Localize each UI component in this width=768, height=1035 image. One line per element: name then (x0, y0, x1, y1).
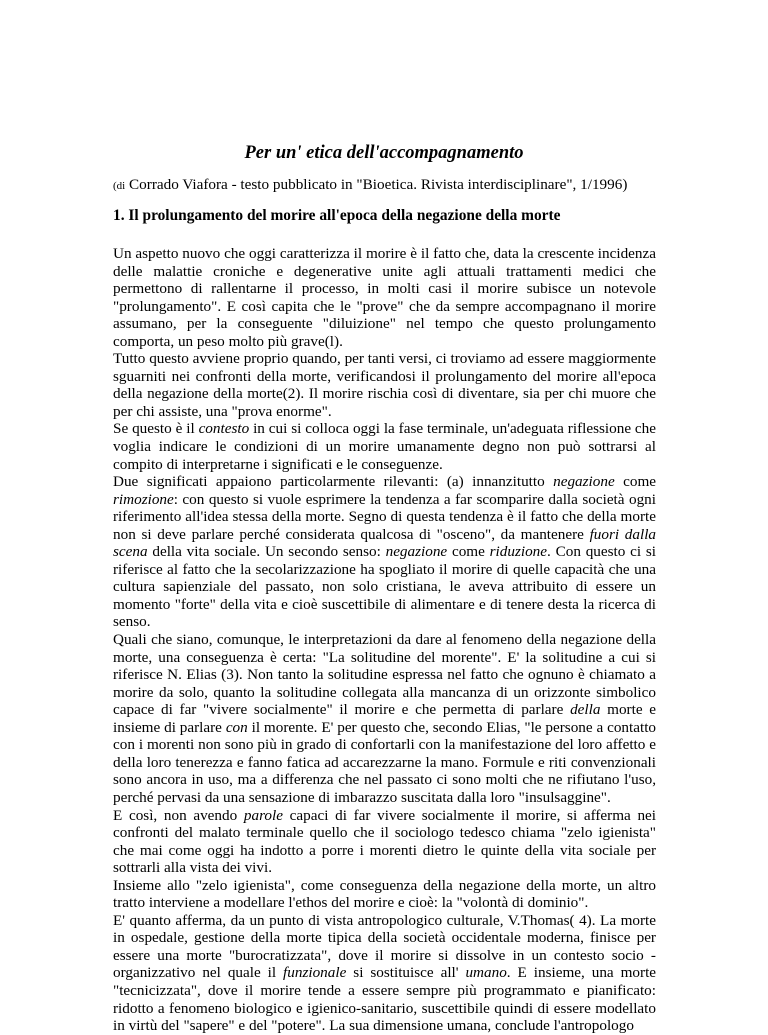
paragraph-8 (113, 912, 656, 1035)
body-text (113, 245, 656, 1035)
emphasis: negazione (553, 473, 615, 491)
text-run: E così, non avendo (113, 806, 238, 824)
emphasis: rimozione (113, 490, 174, 508)
emphasis: umano (465, 964, 507, 982)
text-run: della vita sociale. Un secondo senso: (152, 543, 381, 561)
paragraph-2: Tutto questo avviene proprio quando, per tanti versi, ci troviamo ad essere maggiormente sguarniti nei confronti della morte, verificandosi il prolungamento del morire all'epoca della negazione della morte(2). Il morire rischia così di diventare, sia per chi muore che per chi assiste, una "prova enorme". (113, 350, 656, 420)
text-run: in cui si colloca oggi la fase terminale, un'adeguata riflessione che voglia indicare le condizioni di un morire umanamente degno non può sottrarsi al compito di interpretarne i significati e le conseguenze. (113, 420, 657, 473)
text-run: Quali che siano, comunque, le interpretazioni da dare al fenomeno della negazione della morte, una conseguenza è certa: "La solitudine del morente". E' la solitudine a cui si riferisce N. Elias (3). Non tanto la solitudine espressa nel fatto che ognuno è chiamato a morire da solo, quanto la solitudine collegata alla mancanza di un orizzonte simbolico capace di far "vivere socialmente" il morire e che permetta di parlare (113, 631, 656, 719)
text-run: : con questo si vuole esprimere la tendenza a far scomparire dalla società ogni riferimento all'idea stessa della morte. Segno di questa tendenza è il fatto che della morte non si deve parlare perché considerata qualcosa di "osceno", da mantenere (113, 490, 656, 543)
text-run: il morente. E' per questo che, secondo Elias, "le persone a contatto con i morenti non sono più in grado di confortarli con la manifestazione del loro affetto e della loro tenerezza e fanno fatica ad accarezzarne la mano. Formule e riti convenzionali sono ancora in uso, ma a differenza che nel passato ci sono molti che ne rifiutano l'uso, perché pervasi da una sensazione di imbarazzo suscitata dalla loro "insulsaggine". (113, 718, 657, 806)
emphasis: riduzione (489, 543, 548, 561)
emphasis: fuori dalla scena (113, 525, 657, 561)
text-run: Due significati appaiono particolarmente rilevanti: (a) innanzitutto (113, 473, 545, 491)
emphasis: negazione (385, 543, 448, 561)
text-run: morte e insieme di parlare (113, 701, 657, 736)
byline-text: Corrado Viafora - testo pubblicato in "Bioetica. Rivista interdisciplinare", 1/1996) (129, 176, 628, 193)
paragraph-4 (113, 473, 656, 631)
paragraph-7: Insieme allo "zelo igienista", come conseguenza della negazione della morte, un altro tratto interviene a modellare l'ethos del morire e cioè: la "volontà di dominio". (113, 876, 656, 912)
byline (113, 176, 627, 195)
text-run: si sostituisce all' (353, 964, 459, 982)
emphasis: funzionale (283, 964, 347, 982)
text-run: capaci di far vivere socialmente il morire, si afferma nei confronti del malato terminale quello che il sociologo tedesco chiama "zelo igienista" che mai come oggi ha indotto a porre i morenti dietro le quinte della vita sociale per sottrarli alla vista dei vivi. (113, 806, 657, 877)
emphasis: della (570, 701, 601, 719)
paragraph-3 (113, 420, 656, 473)
section-heading: 1. Il prolungamento del morire all'epoca della negazione della morte (113, 207, 561, 224)
text-run: E' quanto afferma, da un punto di vista antropologico culturale, V.Thomas( 4). La morte in ospedale, gestione della morte tipica della società occidentale moderna, finisce per essere una morte "burocratizzata", dove il morire si dissolve in un contesto socio - organizzativo nel quale il (113, 911, 656, 982)
paragraph-1: Un aspetto nuovo che oggi caratterizza il morire è il fatto che, data la crescente incidenza delle malattie croniche e degenerative unite agli attuali trattamenti medici che permettono di rallentarne il processo, in molti casi il morire subisce un notevole "prolungamento". E così capita che le "prove" che da sempre accompagnano il morire assumano, per la conseguente "diluizione" nel tempo che questo prolungamento comporta, un peso molto più grave(l). (113, 245, 656, 350)
text-run: . Con questo ci si riferisce al fatto che la secolarizzazione ha spogliato il morire di quelle capacità che una cultura sapienziale del passato, non solo cristiana, le aveva attribuito di essere un momento "forte" della vita e cioè suscettibile di alimentare e di tenere desta la ricerca di senso. (113, 543, 656, 631)
emphasis: con (225, 718, 248, 736)
emphasis: parole (243, 806, 283, 824)
emphasis: contesto (198, 420, 250, 438)
paragraph-5 (113, 631, 656, 806)
text-run: . E insieme, una morte "tecnicizzata", dove il morire tende a essere sempre più programmato e pianificato: ridotto a fenomeno biologico e igienico-sanitario, suscettibile quindi di essere modellato in virtù del "sapere" e del "potere". La sua dimensione umana, conclude l'antropologo (113, 964, 657, 1035)
text-run: come (623, 473, 657, 491)
text-run: come (451, 543, 485, 561)
byline-prefix: (di (113, 180, 126, 192)
text-run: Se questo è il (113, 420, 195, 438)
paragraph-6 (113, 807, 656, 877)
document-title: Per un' etica dell'accompagnamento (244, 143, 524, 163)
